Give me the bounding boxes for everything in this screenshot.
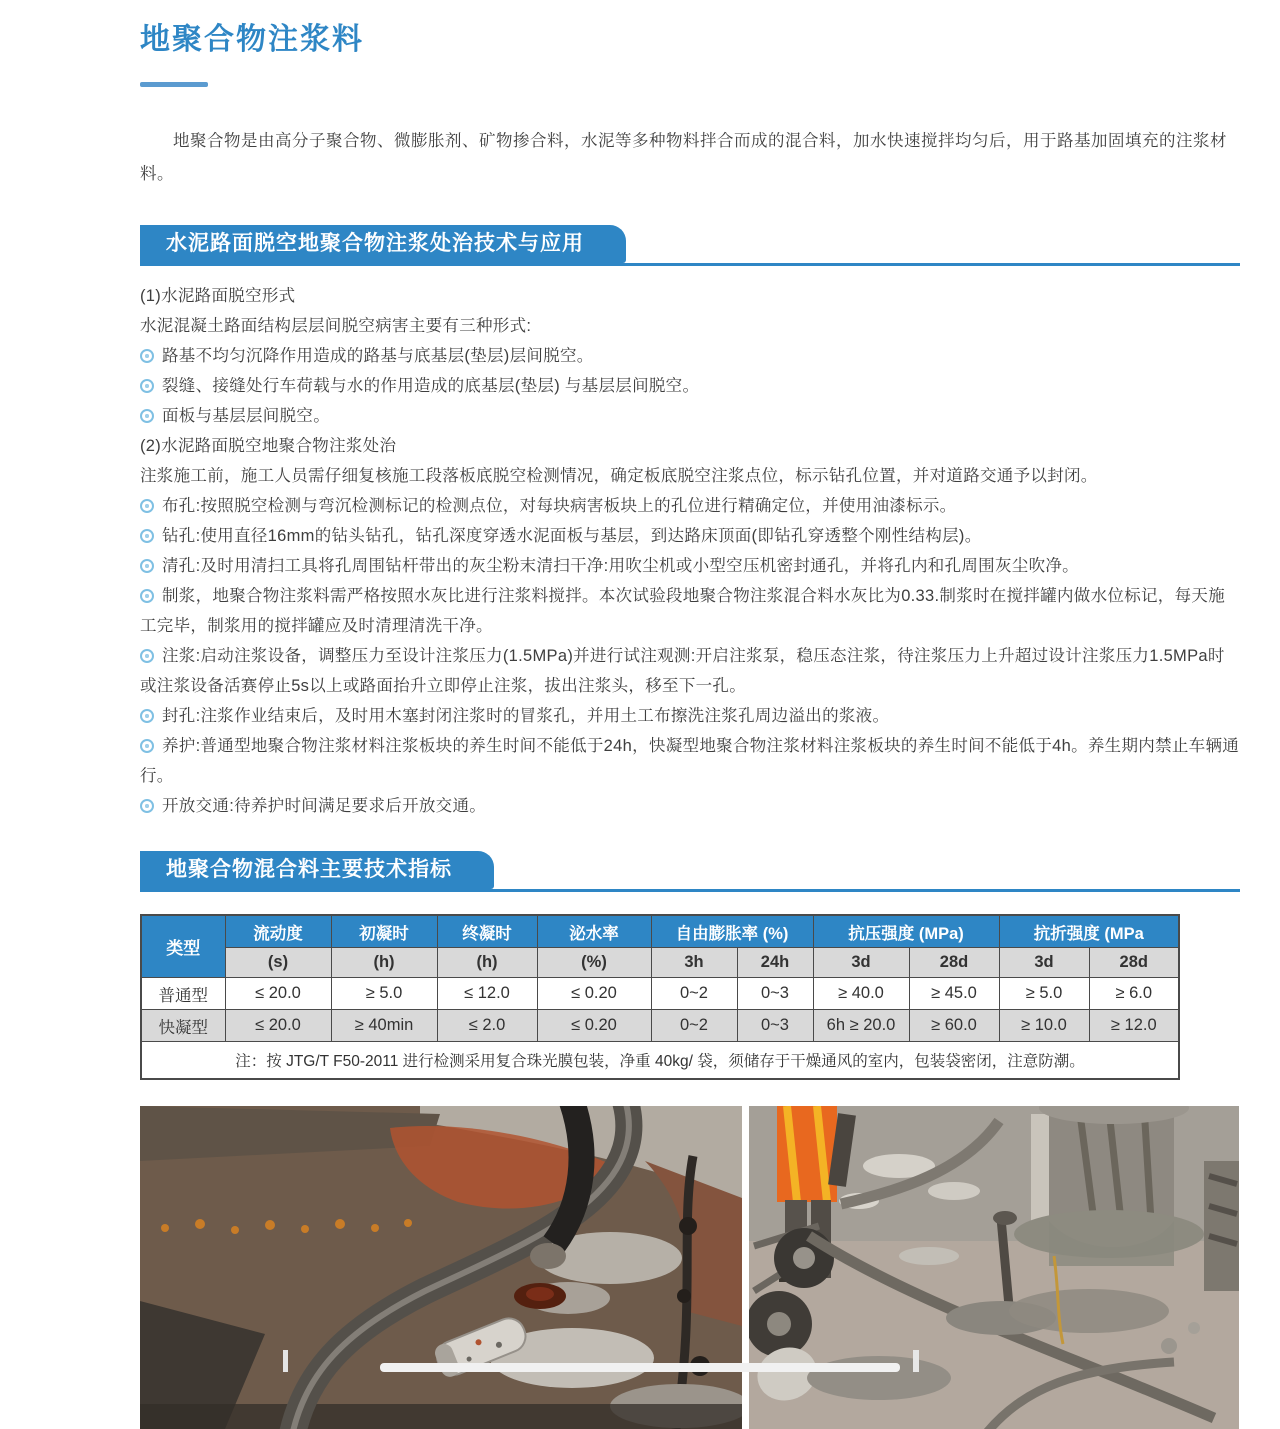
value-cell: ≥ 45.0 — [909, 978, 999, 1010]
value-cell: 0~2 — [651, 1010, 737, 1042]
header-cell: 终凝时 — [437, 915, 537, 948]
value-cell: ≤ 20.0 — [225, 1010, 331, 1042]
value-cell: ≥ 6.0 — [1089, 978, 1179, 1010]
list-item: 水泥混凝土路面结构层层间脱空病害主要有三种形式: — [140, 317, 532, 335]
row-type-cell: 普通型 — [141, 978, 225, 1010]
value-cell: ≤ 0.20 — [537, 978, 651, 1010]
bullet-icon — [140, 379, 154, 393]
list-item: 面板与基层层间脱空。 — [140, 401, 1240, 431]
bullet-icon — [140, 649, 154, 663]
subheader-cell: (h) — [437, 948, 537, 978]
bullet-icon — [140, 589, 154, 603]
value-cell: ≥ 60.0 — [909, 1010, 999, 1042]
bullet-icon — [140, 499, 154, 513]
list-item: (1)水泥路面脱空形式 — [140, 287, 296, 305]
value-cell: ≥ 5.0 — [999, 978, 1089, 1010]
header-cell: 自由膨胀率 (%) — [651, 915, 813, 948]
section2-banner-wrap — [140, 851, 1240, 892]
list-item: 布孔:按照脱空检测与弯沉检测标记的检测点位，对每块病害板块上的孔位进行精确定位，并使用油漆标示。 — [140, 491, 1240, 521]
table-row — [141, 1010, 1179, 1042]
bullet-icon — [140, 709, 154, 723]
table-row — [141, 978, 1179, 1010]
bullet-icon — [140, 529, 154, 543]
list-item: 开放交通:待养护时间满足要求后开放交通。 — [140, 791, 1240, 821]
spec-table — [140, 914, 1180, 1080]
value-cell: 0~3 — [737, 1010, 813, 1042]
photo-grouting-worksite-worker — [749, 1106, 1239, 1429]
table-note-row — [141, 1042, 1179, 1080]
page-title: 地聚合物注浆料 — [140, 23, 364, 56]
page-bottom-artifact — [913, 1350, 919, 1372]
value-cell: ≥ 40min — [331, 1010, 437, 1042]
value-cell: ≤ 12.0 — [437, 978, 537, 1010]
header-cell: 抗折强度 (MPa — [999, 915, 1179, 948]
bullet-icon — [140, 799, 154, 813]
subheader-cell: (s) — [225, 948, 331, 978]
list-item: 注浆:启动注浆设备，调整压力至设计注浆压力(1.5MPa)并进行试注观测:开启注浆泵，稳压态注浆，待注浆压力上升超过设计注浆压力1.5MPa时或注浆设备活赛停止5s以上或路面抬升立即停止注浆，拔出注浆头，移至下一孔。 — [140, 647, 1225, 695]
subheader-cell: (%) — [537, 948, 651, 978]
header-cell-type: 类型 — [141, 915, 225, 978]
header-cell: 泌水率 — [537, 915, 651, 948]
section1-body — [140, 281, 1240, 821]
photo-row — [140, 1106, 1240, 1429]
subheader-cell: 3h — [651, 948, 737, 978]
value-cell: ≤ 20.0 — [225, 978, 331, 1010]
value-cell: ≥ 10.0 — [999, 1010, 1089, 1042]
list-item: 清孔:及时用清扫工具将孔周围钻杆带出的灰尘粉末清扫干净:用吹尘机或小型空压机密封通孔，并将孔内和孔周围灰尘吹净。 — [140, 551, 1240, 581]
section2-heading: 地聚合物混合料主要技术指标 — [140, 851, 494, 889]
bullet-icon — [140, 559, 154, 573]
list-item: 路基不均匀沉降作用造成的路基与底基层(垫层)层间脱空。 — [140, 341, 1240, 371]
value-cell: 0~3 — [737, 978, 813, 1010]
header-cell: 流动度 — [225, 915, 331, 948]
subheader-cell: 28d — [1089, 948, 1179, 978]
table-header-row — [141, 915, 1179, 948]
table-note: 注：按 JTG/T F50-2011 进行检测采用复合珠光膜包装，净重 40kg/ 袋，须储存于干燥通风的室内，包装袋密闭，注意防潮。 — [141, 1042, 1179, 1080]
list-item: 封孔:注浆作业结束后，及时用木塞封闭注浆时的冒浆孔，并用土工布擦洗注浆孔周边溢出的浆液。 — [140, 701, 1240, 731]
page-bottom-artifact — [283, 1350, 288, 1372]
list-item: 制浆，地聚合物注浆料需严格按照水灰比进行注浆料搅拌。本次试验段地聚合物注浆混合料水灰比为0.33.制浆时在搅拌罐内做水位标记，每天施工完毕，制浆用的搅拌罐应及时清理清洗干净。 — [140, 587, 1225, 635]
title-underline — [140, 82, 208, 87]
subheader-cell: 24h — [737, 948, 813, 978]
bullet-icon — [140, 409, 154, 423]
value-cell: 0~2 — [651, 978, 737, 1010]
section1-banner-wrap — [140, 225, 1240, 266]
photo-grouting-hose-on-pavement — [140, 1106, 742, 1429]
list-item: 注浆施工前，施工人员需仔细复核施工段落板底脱空检测情况，确定板底脱空注浆点位，标示钻孔位置，并对道路交通予以封闭。 — [140, 467, 1098, 485]
bullet-icon — [140, 739, 154, 753]
list-item: (2)水泥路面脱空地聚合物注浆处治 — [140, 437, 397, 455]
value-cell: ≥ 12.0 — [1089, 1010, 1179, 1042]
bullet-icon — [140, 349, 154, 363]
table-subheader-row — [141, 948, 1179, 978]
subheader-cell: 3d — [813, 948, 909, 978]
value-cell: 6h ≥ 20.0 — [813, 1010, 909, 1042]
value-cell: ≥ 5.0 — [331, 978, 437, 1010]
subheader-cell: 3d — [999, 948, 1089, 978]
list-item: 养护:普通型地聚合物注浆材料注浆板块的养生时间不能低于24h，快凝型地聚合物注浆材料注浆板块的养生时间不能低于4h。养生期内禁止车辆通行。 — [140, 737, 1240, 785]
list-item: 钻孔:使用直径16mm的钻头钻孔，钻孔深度穿透水泥面板与基层，到达路床顶面(即钻孔穿透整个刚性结构层)。 — [140, 521, 1240, 551]
value-cell: ≥ 40.0 — [813, 978, 909, 1010]
subheader-cell: 28d — [909, 948, 999, 978]
header-cell: 抗压强度 (MPa) — [813, 915, 999, 948]
row-type-cell: 快凝型 — [141, 1010, 225, 1042]
list-item: 裂缝、接缝处行车荷载与水的作用造成的底基层(垫层) 与基层层间脱空。 — [140, 371, 1240, 401]
value-cell: ≤ 0.20 — [537, 1010, 651, 1042]
value-cell: ≤ 2.0 — [437, 1010, 537, 1042]
page-bottom-artifact — [380, 1363, 900, 1372]
section1-heading: 水泥路面脱空地聚合物注浆处治技术与应用 — [140, 225, 626, 263]
intro-paragraph: 地聚合物是由高分子聚合物、微膨胀剂、矿物掺合料，水泥等多种物料拌合而成的混合料，加水快速搅拌均匀后，用于路基加固填充的注浆材料。 — [140, 132, 1227, 183]
subheader-cell: (h) — [331, 948, 437, 978]
header-cell: 初凝时 — [331, 915, 437, 948]
